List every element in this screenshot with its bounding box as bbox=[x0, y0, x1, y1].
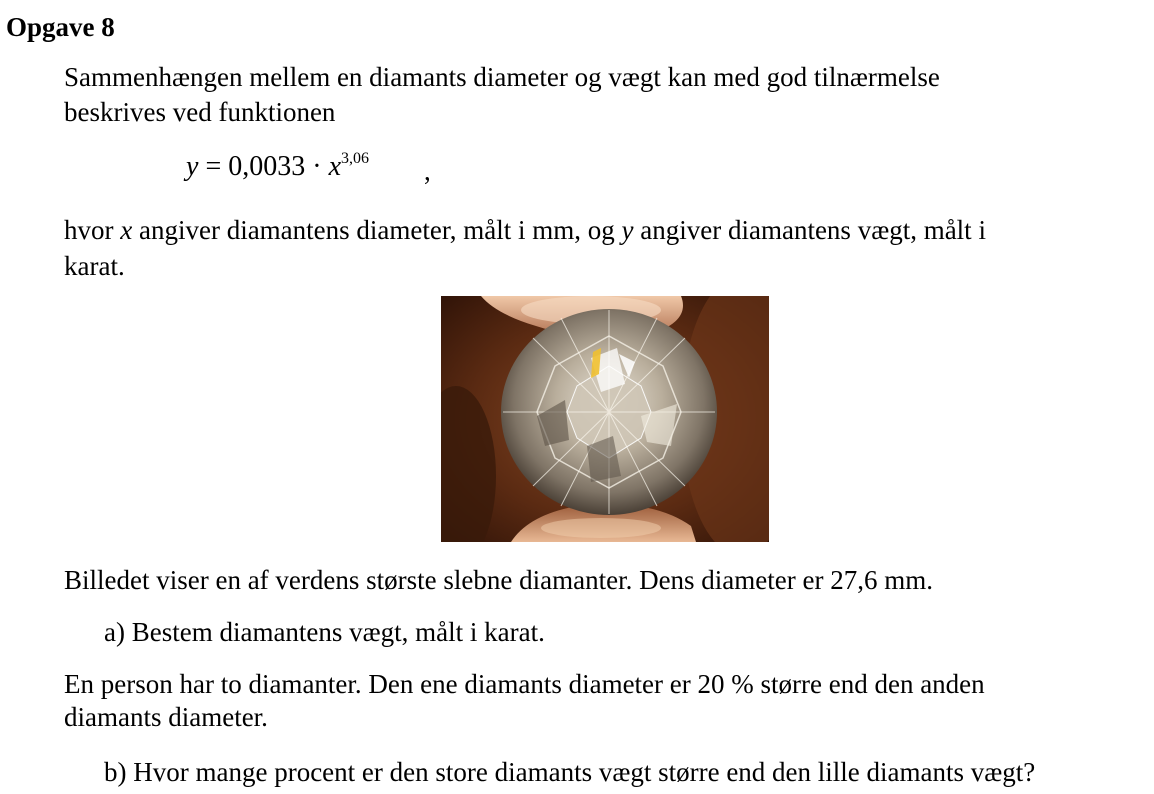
formula-comma: , bbox=[424, 156, 431, 186]
paragraph-2-line-1: En person har to diamanter. Den ene diamants diameter er 20 % større end den anden bbox=[64, 669, 985, 699]
paragraph-2-line-2: diamants diameter. bbox=[64, 702, 268, 732]
exercise-title: Opgave 8 bbox=[6, 12, 115, 42]
explanation-line-1 bbox=[64, 213, 986, 247]
formula-x: x bbox=[328, 151, 341, 182]
diamond-photo-icon bbox=[441, 296, 769, 542]
explanation-y: y bbox=[621, 215, 634, 245]
intro-line-2: beskrives ved funktionen bbox=[64, 97, 336, 127]
intro-line-1: Sammenhængen mellem en diamants diameter og vægt kan med god tilnærmelse bbox=[64, 62, 940, 92]
explanation-part3: angiver diamantens vægt, målt i bbox=[633, 215, 986, 245]
formula bbox=[186, 150, 369, 184]
question-b: b) Hvor mange procent er den store diamants vægt større end den lille diamants vægt? bbox=[104, 757, 1036, 787]
explanation-part2: angiver diamantens diameter, målt i mm, og bbox=[132, 215, 622, 245]
caption: Billedet viser en af verdens største slebne diamanter. Dens diameter er 27,6 mm. bbox=[64, 565, 933, 595]
explanation-part1: hvor bbox=[64, 215, 121, 245]
formula-y: y bbox=[186, 151, 199, 182]
explanation-x: x bbox=[120, 215, 133, 245]
question-a: a) Bestem diamantens vægt, målt i karat. bbox=[104, 617, 545, 647]
diamond-photo bbox=[441, 296, 769, 542]
formula-exponent: 3,06 bbox=[341, 150, 369, 167]
explanation-line-2: karat. bbox=[64, 251, 125, 281]
formula-coefficient: = 0,0033 · bbox=[198, 151, 329, 182]
